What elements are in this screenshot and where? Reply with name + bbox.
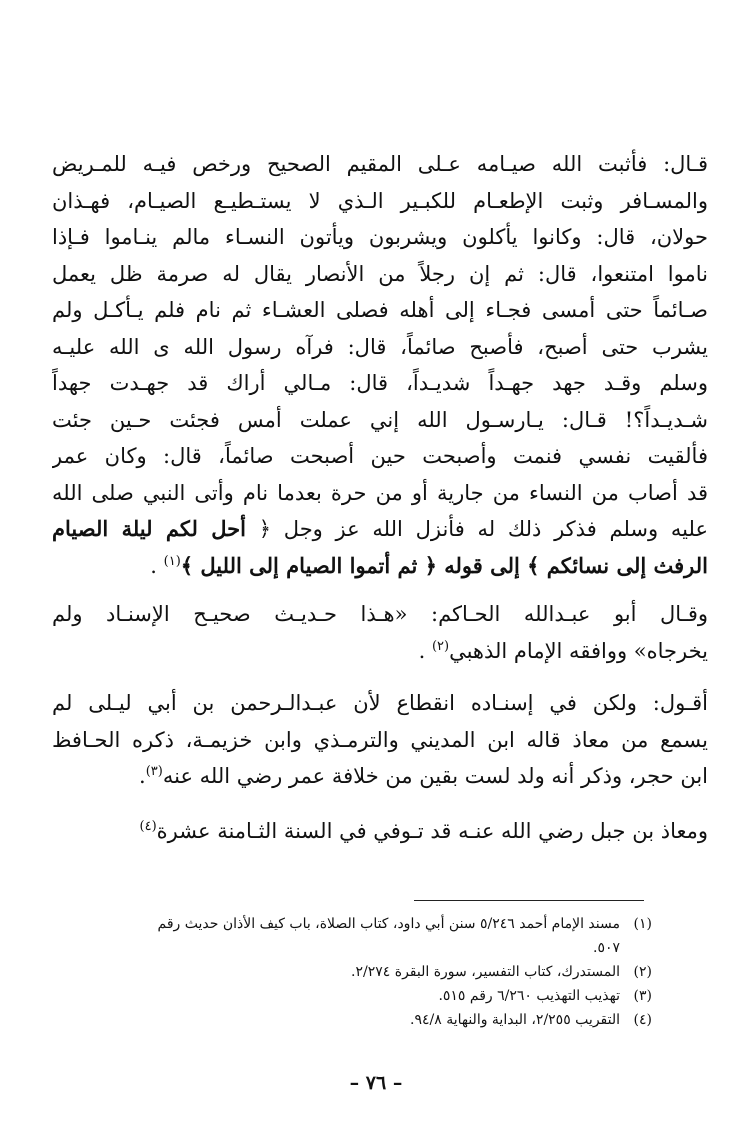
footnote-item bbox=[92, 960, 652, 984]
text-line-body: ومعاذ بن جبل رضي الله عنـه قد تـوفي في السنة الثـامنة عشرة bbox=[156, 818, 708, 843]
text-line: يخرجاه» ووافقه الإمام الذهبي$^{(٢)}$ . bbox=[418, 638, 708, 663]
footnote-divider bbox=[414, 900, 644, 901]
text-line bbox=[52, 813, 708, 850]
footnote-ref[interactable]: (٤) bbox=[139, 818, 157, 834]
footnote-ref[interactable]: (١) bbox=[163, 553, 181, 569]
footnote-text: مسند الإمام أحمد ٥/٢٤٦ سنن أبي داود، كتاب الصلاة، باب كيف الأذان حديث رقم bbox=[157, 916, 620, 932]
text-line-body: عليه وسلم فذكر ذلك له فأنزل الله عز وجل ﴿ bbox=[245, 517, 708, 541]
text-line: وسلم وقـد جهد جهـداً شديـداً، قال: مـالي أراك قد جهـدت جهداً bbox=[52, 371, 708, 395]
text-line: صـائماً حتى أمسى فجـاء إلى أهله فصلى العشـاء ثم نام فلم يـأكـل ولم bbox=[52, 298, 708, 322]
footnote-item bbox=[92, 984, 652, 1008]
footnote-continuation: ٥٠٧. bbox=[592, 940, 620, 956]
text-line bbox=[52, 511, 708, 548]
main-text bbox=[52, 146, 708, 849]
text-line-quran: الرفث إلى نسائكم ﴾ إلى قوله ﴿ ثم أتموا الصيام إلى الليل ﴾$^{(١)}$ . bbox=[150, 552, 708, 578]
text-line: أقـول: ولكن في إسنـاده انقطاع لأن عبـدالـرحمن بن أبي ليـلى لم bbox=[52, 691, 708, 715]
footnote-item bbox=[92, 1008, 652, 1032]
text-line: يشرب حتى أصبح، فأصبح صائماً، قال: فرآه رسول الله ى الله عليـه bbox=[52, 334, 708, 359]
footnote-text: التقريب ٢/٢٥٥، البداية والنهاية ٩٤/٨. bbox=[410, 1012, 620, 1028]
footnotes bbox=[92, 912, 652, 1032]
footnote-text: المستدرك، كتاب التفسير، سورة البقرة ٢/٢٧٤. bbox=[351, 964, 620, 980]
text-line: والمسـافر وثبت الإطعـام للكبـير الـذي لا يستـطيـع الصيـام، فهـذان bbox=[52, 188, 708, 213]
text-line: حولان، قال: وكانوا يأكلون ويشربون ويأتون النسـاء مالم ينـاموا فـإذا bbox=[52, 225, 708, 249]
text-line-body: ابن حجر، وذكر أنه ولد لست بقين من خلافة عمر رضي الله عنه bbox=[162, 764, 708, 788]
page-number: – ٧٦ – bbox=[349, 1072, 403, 1094]
footnote-ref[interactable]: (٢) bbox=[431, 638, 450, 654]
paragraph-muadh bbox=[52, 813, 708, 850]
text-line: ابن حجر، وذكر أنه ولد لست بقين من خلافة عمر رضي الله عنه$^{(٣)}$. bbox=[139, 764, 708, 788]
footnote-number: (٤) bbox=[633, 1012, 652, 1028]
footnote-text: تهذيب التهذيب ٦/٢٦٠ رقم ٥١٥. bbox=[438, 988, 620, 1004]
paragraph-hadith bbox=[52, 146, 708, 584]
text-line: فألقيت نفسي فنمت وأصبحت حين أصبحت صائماً، قال: وكان عمر bbox=[52, 444, 708, 468]
paragraph-author bbox=[52, 685, 708, 795]
text-line: قـال: فأثبت الله صيـامه عـلى المقيم الصحيح ورخص فيـه للمـريض bbox=[52, 152, 708, 176]
text-line: وقـال أبو عبـدالله الحـاكم: «هـذا حـديـث صحيـح الإسنـاد ولم bbox=[52, 602, 708, 626]
quran-verse: الرفث إلى نسائكم ﴾ إلى قوله ﴿ ثم أتموا الصيام إلى الليل ﴾ bbox=[180, 552, 708, 578]
footnote-item bbox=[92, 912, 652, 936]
footnote-number: (٢) bbox=[633, 964, 652, 980]
footnote-number: (٣) bbox=[633, 988, 652, 1004]
text-line: شـديـداً؟! قـال: يـارسـول الله إني عملت أمس فجئت حـين جئت bbox=[52, 407, 708, 432]
text-line: يسمع من معاذ قاله ابن المديني والترمـذي وابن خزيمـة، ذكره الحـافظ bbox=[52, 727, 708, 752]
text-line: قد أصاب من النساء من جارية أو من حرة بعدما نام وأتى النبي صلى الله bbox=[52, 480, 708, 505]
paragraph-hakim bbox=[52, 596, 708, 669]
footnote-ref[interactable]: (٣) bbox=[145, 764, 163, 779]
quran-verse: أحل لكم ليلة الصيام bbox=[52, 516, 246, 541]
text-line-body: يخرجاه» ووافقه الإمام الذهبي bbox=[449, 638, 708, 663]
footnote-number: (١) bbox=[633, 916, 652, 932]
text-line: ناموا امتنعوا، قال: ثم إن رجلاً من الأنصار يقال له صرمة ظل يعمل bbox=[52, 261, 708, 286]
